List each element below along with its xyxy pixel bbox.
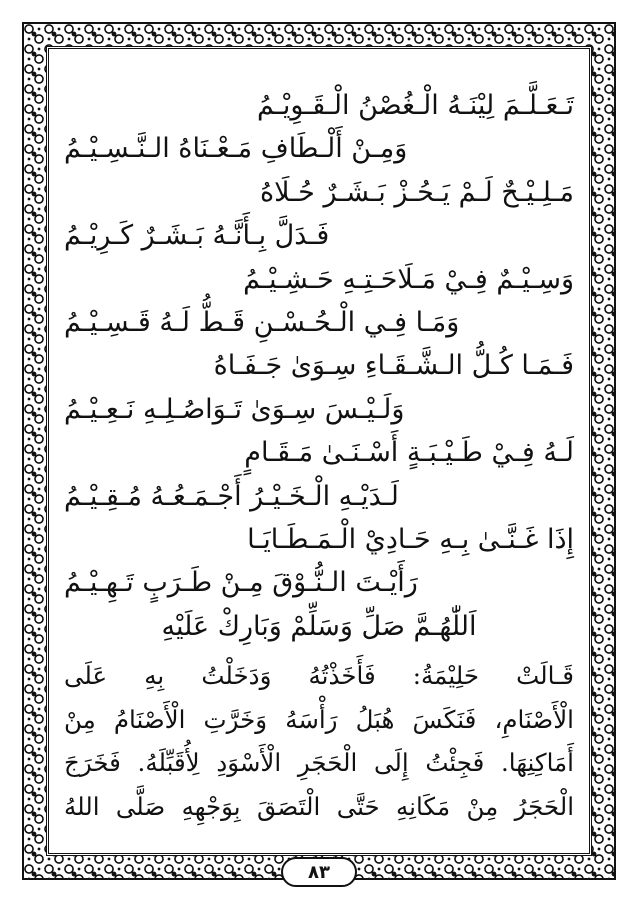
prose-line: الْحَجَرُ مِنْ مَكَانِهِ حَتَّى الْتَصَقَ بِوَجْهِهِ صَلَّى اللهُ <box>64 791 574 821</box>
verse-line: رَأَيْـتَ الـنُّـوْقَ مِـنْ طَـرَبٍ تَـهِـيْـمُ <box>64 567 418 599</box>
prose-paragraph <box>64 654 574 828</box>
verse-line: تَـعَـلَّـمَ لِيْنَـهُ الْـغُصْنُ الْـقَـوِيْـمُ <box>256 90 574 121</box>
prose-line: الْأَصْنَامِ، فَنَكَسَ هُبَلُ رَأْسَهُ وَخَرَّتِ الْأَصْنَامُ مِنْ <box>64 704 574 734</box>
page-content <box>64 84 574 828</box>
verse-line: فَـمَـا كُـلُّ الـشَّـقَـاءِ سِـوَىٰ جَـفَـاهُ <box>213 350 574 382</box>
verse-line: وَمَـا فِـي الْـحُـسْـنِ قَـطُّ لَـهُ قَـسِـيْـمُ <box>64 306 460 338</box>
verse-line: وَمِـنْ أَلْـطَافِ مَـعْـنَاهُ الـنَّـسِـيْـمُ <box>64 133 408 165</box>
verse-line: مَـلِـيْـحٌ لَـمْ يَـحُـزْ بَـشَـرٌ حُـلَاهُ <box>260 176 574 208</box>
prose-line: أَمَاكِنِهَا. فَجِئْتُ إِلَى الْحَجَرِ الْأَسْوَدِ لِأُقَبِّلَهُ. فَخَرَجَ <box>64 748 574 778</box>
page-number: ٨٣ <box>308 861 330 883</box>
verse-line: وَلَـيْـسَ سِـوَىٰ تَـوَاصُـلِـهِ نَـعِـيْـمُ <box>64 393 405 425</box>
verse-line: فَـدَلَّ بِـأَنَّـهُ بَـشَـرٌ كَـرِيْـمُ <box>64 220 330 252</box>
verse-line: إِذَا غَـنَّـىٰ بِـهِ حَـادِيْ الْـمَـطَـايَـا <box>247 523 574 555</box>
page-number-badge <box>281 857 357 887</box>
prose-line: قَـالَتْ حَلِيْمَةُ: فَأَخَذْتُهُ وَدَخَلْتُ بِهِ عَلَى <box>64 661 574 691</box>
salawat-line: اَللّٰهُـمَّ صَلِّ وَسَلِّمْ وَبَارِكْ عَلَيْهِ <box>161 610 477 642</box>
verse-line: لَـهُ فِـيْ طَـيْـبَـةٍ أَسْـنَـىٰ مَـقَـامٍ <box>244 437 574 469</box>
verse-line: لَـدَيْـهِ الْـخَـيْـرُ أَجْـمَـعُـهُ مُـقِـيْـمُ <box>64 480 399 512</box>
verse-line: وَسِـيْـمٌ فِـيْ مَـلَاحَـتِـهِ حَـشِـيْـمُ <box>243 263 574 295</box>
